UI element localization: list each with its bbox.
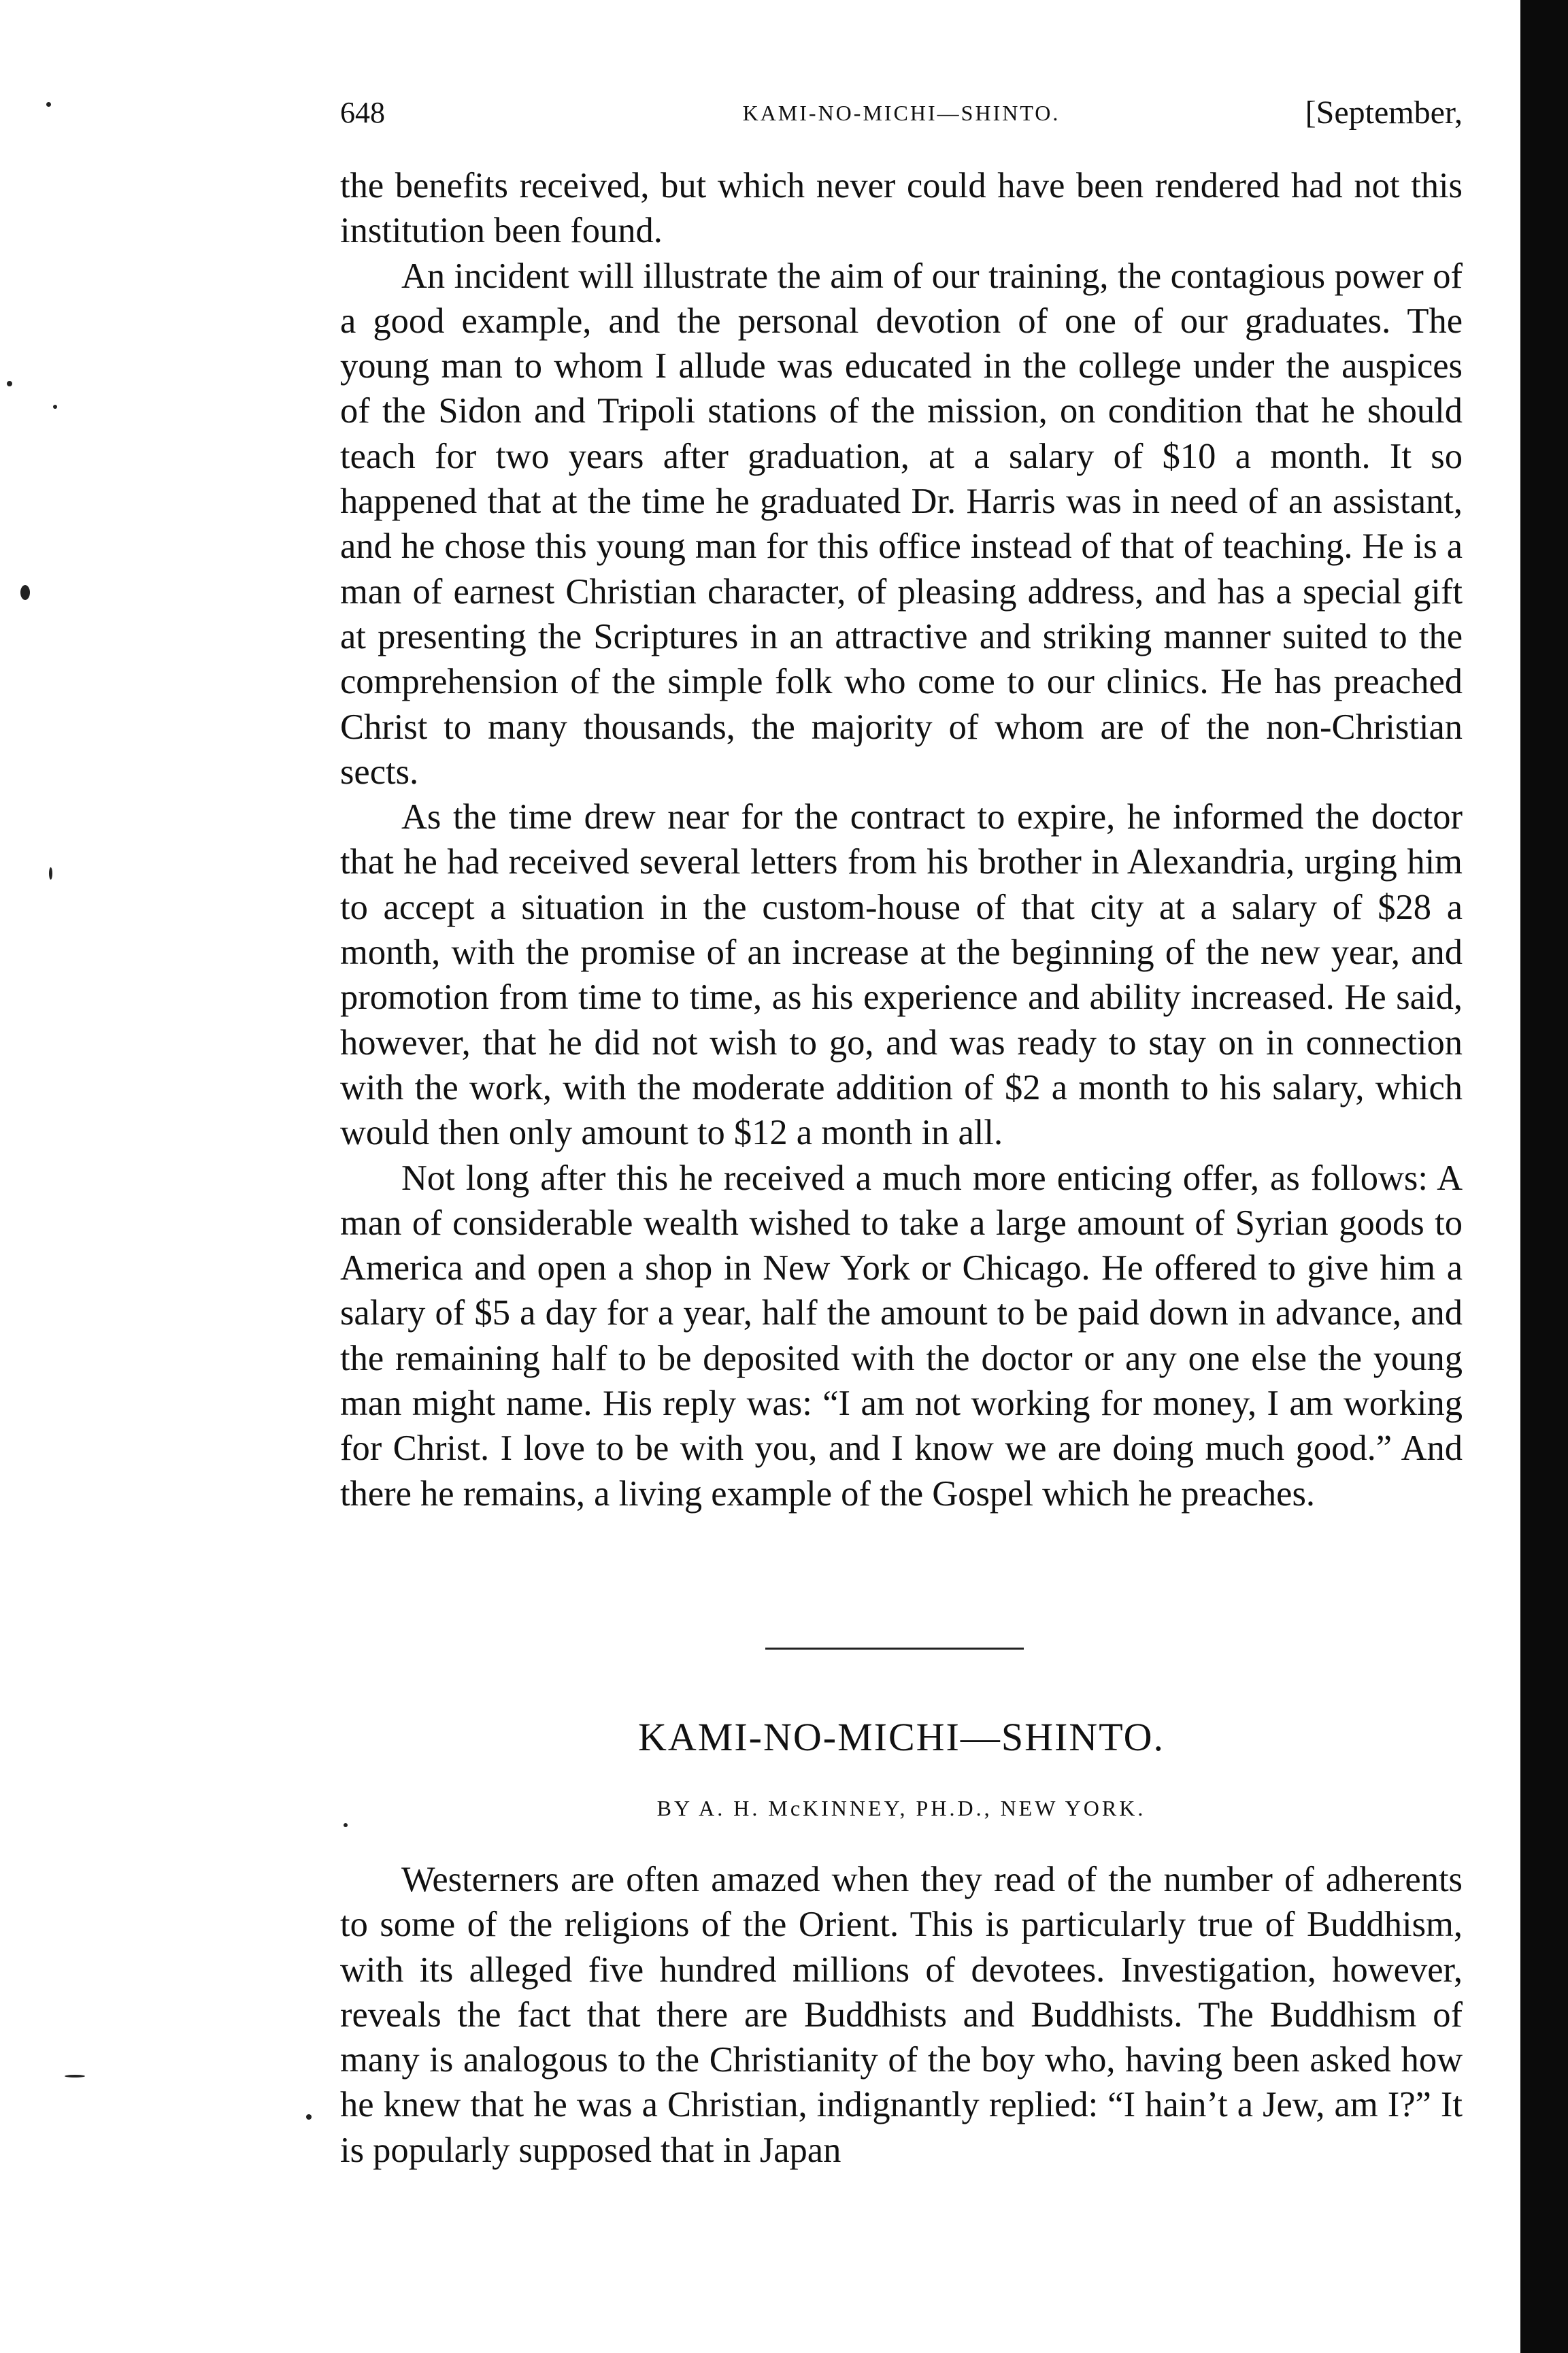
paragraph: the benefits received, but which never could have been rendered had not this institution been found. <box>340 166 1463 251</box>
paragraph: Not long after this he received a much more enticing offer, as follows: A man of considerable wealth wished to take a large amount of Syrian goods to America and open a shop in New York or Chicago. He offered to give him a salary of $5 a day for a year, half the amount to be paid down in advance, and the remaining half to be deposited with the doctor or any one else the young man might name. His reply was: “I am not working for money, I am working for Christ. I love to be with you, and I know we are doing much good.” And there he remains, a living example of the Gospel which he preaches. <box>340 1158 1463 1514</box>
running-month: [September, <box>1305 95 1463 131</box>
paragraph: Westerners are often amazed when they read of the number of adherents to some of the religions of the Orient. This is particularly true of Buddhism, with its alleged five hundred millions of devotees. Investigation, however, reveals the fact that there are Buddhists and Buddhists. The Buddhism of many is analogous to the Christianity of the boy who, having been asked how he knew that he was a Christian, indignantly replied: “I hain’t a Jew, am I?” It is popularly supposed that in Japan <box>340 1860 1463 2170</box>
continued-article-text <box>340 163 1463 1516</box>
scan-speck <box>46 102 51 107</box>
section-divider <box>765 1648 1024 1650</box>
paragraph: As the time drew near for the contract to expire, he informed the doctor that he had received several letters from his brother in Alexandria, urging him to accept a situation in the custom-house of that city at a salary of $28 a month, with the promise of an increase at the beginning of the new year, and promotion from time to time, as his experience and ability increased. He said, however, that he did not wish to go, and was ready to stay on in connection with the work, with the moderate addition of $2 a month to his salary, which would then only amount to $12 a month in all. <box>340 797 1463 1153</box>
article-body <box>340 1857 1463 2173</box>
scan-speck <box>344 1823 348 1827</box>
paragraph: An incident will illustrate the aim of our training, the contagious power of a good example, and the personal devotion of one of our graduates. The young man to whom I allude was educated in the college under the auspices of the Sidon and Tripoli stations of the mission, on condition that he should teach for two years after graduation, at a salary of $10 a month. It so happened that at the time he graduated Dr. Harris was in need of an assistant, and he chose this young man for this office instead of that of teaching. He is a man of earnest Christian character, of pleasing address, and has a special gift at presenting the Scriptures in an attractive and striking manner suited to the comprehension of the simple folk who come to our clinics. He has preached Christ to many thousands, the majority of whom are of the non-Christian sects. <box>340 256 1463 792</box>
article-title: KAMI-NO-MICHI—SHINTO. <box>638 1715 1165 1759</box>
page-number: 648 <box>340 96 385 129</box>
scan-speck <box>306 2114 312 2120</box>
scan-speck <box>53 405 57 409</box>
article-byline: BY A. H. McKINNEY, PH.D., NEW YORK. <box>656 1796 1146 1820</box>
scan-speck <box>7 381 12 386</box>
scan-speck <box>49 867 52 880</box>
scan-edge-shadow <box>1520 0 1568 2353</box>
scan-speck <box>65 2075 85 2077</box>
page-header <box>340 82 1463 143</box>
scan-speck <box>20 585 30 600</box>
running-title: KAMI-NO-MICHI—SHINTO. <box>742 101 1061 125</box>
